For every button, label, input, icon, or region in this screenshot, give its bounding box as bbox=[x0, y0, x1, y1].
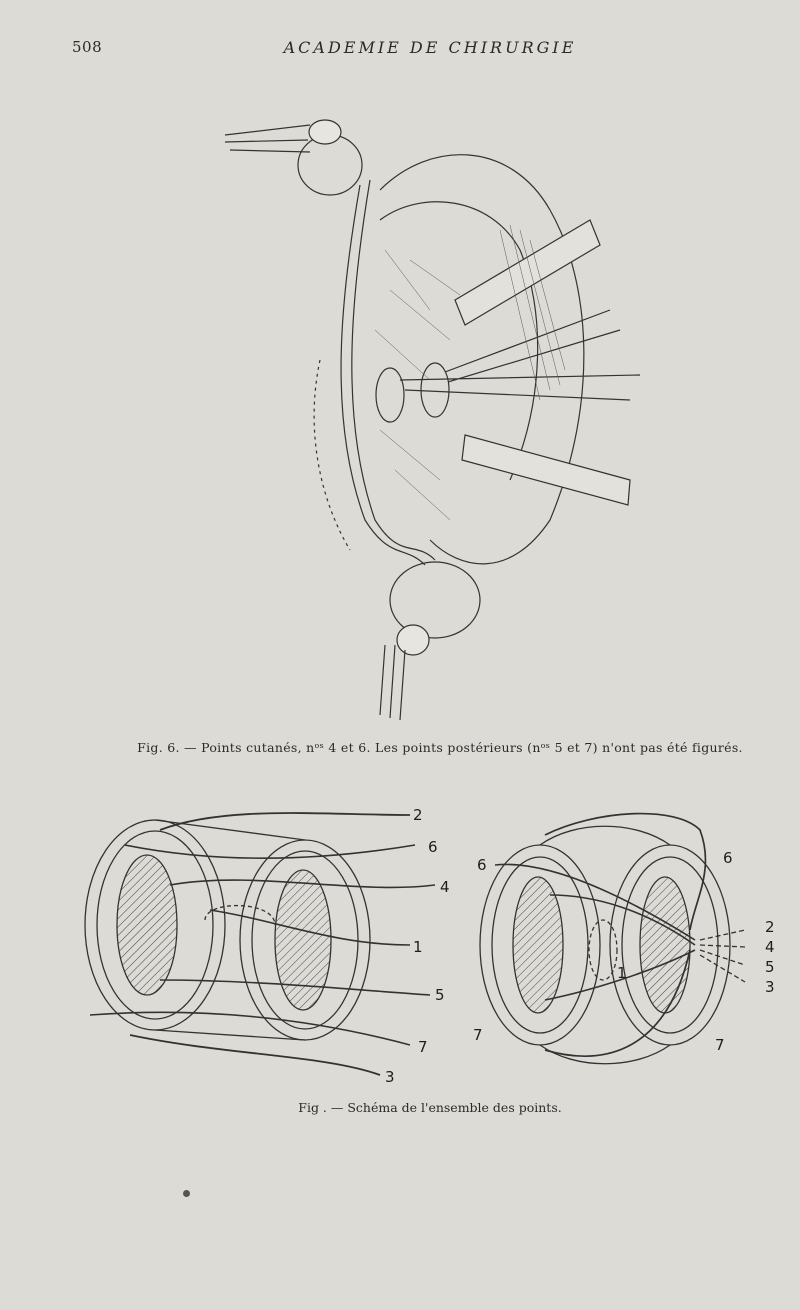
label-3: 3 bbox=[385, 1068, 395, 1086]
label-7-right: 7 bbox=[715, 1036, 725, 1054]
label-7: 7 bbox=[418, 1038, 428, 1056]
surgical-illustration bbox=[200, 100, 650, 730]
label-2: 2 bbox=[413, 806, 423, 824]
label-3-right: 3 bbox=[765, 978, 775, 996]
label-1-right: 1 bbox=[617, 964, 627, 982]
label-6-left: 6 bbox=[477, 856, 487, 874]
label-7-left: 7 bbox=[473, 1026, 483, 1044]
ink-spot bbox=[183, 1190, 190, 1197]
page-number: 508 bbox=[72, 38, 103, 56]
label-2-right: 2 bbox=[765, 918, 775, 936]
figure-7-caption: Fig . — Schéma de l'ensemble des points. bbox=[298, 1100, 562, 1115]
label-5: 5 bbox=[435, 986, 445, 1004]
left-schematic bbox=[85, 813, 435, 1075]
running-head: ACADEMIE DE CHIRURGIE bbox=[283, 38, 577, 57]
label-6-right: 6 bbox=[723, 849, 733, 867]
suture-schematic bbox=[75, 800, 775, 1095]
label-4-right: 4 bbox=[765, 938, 775, 956]
label-6: 6 bbox=[428, 838, 438, 856]
figure-6-caption: Fig. 6. — Points cutanés, nᵒˢ 4 et 6. Les points postérieurs (nᵒˢ 5 et 7) n'ont pas été figurés. bbox=[137, 740, 743, 755]
label-1: 1 bbox=[413, 938, 423, 956]
label-5-right: 5 bbox=[765, 958, 775, 976]
label-4: 4 bbox=[440, 878, 450, 896]
right-schematic bbox=[480, 814, 745, 1064]
